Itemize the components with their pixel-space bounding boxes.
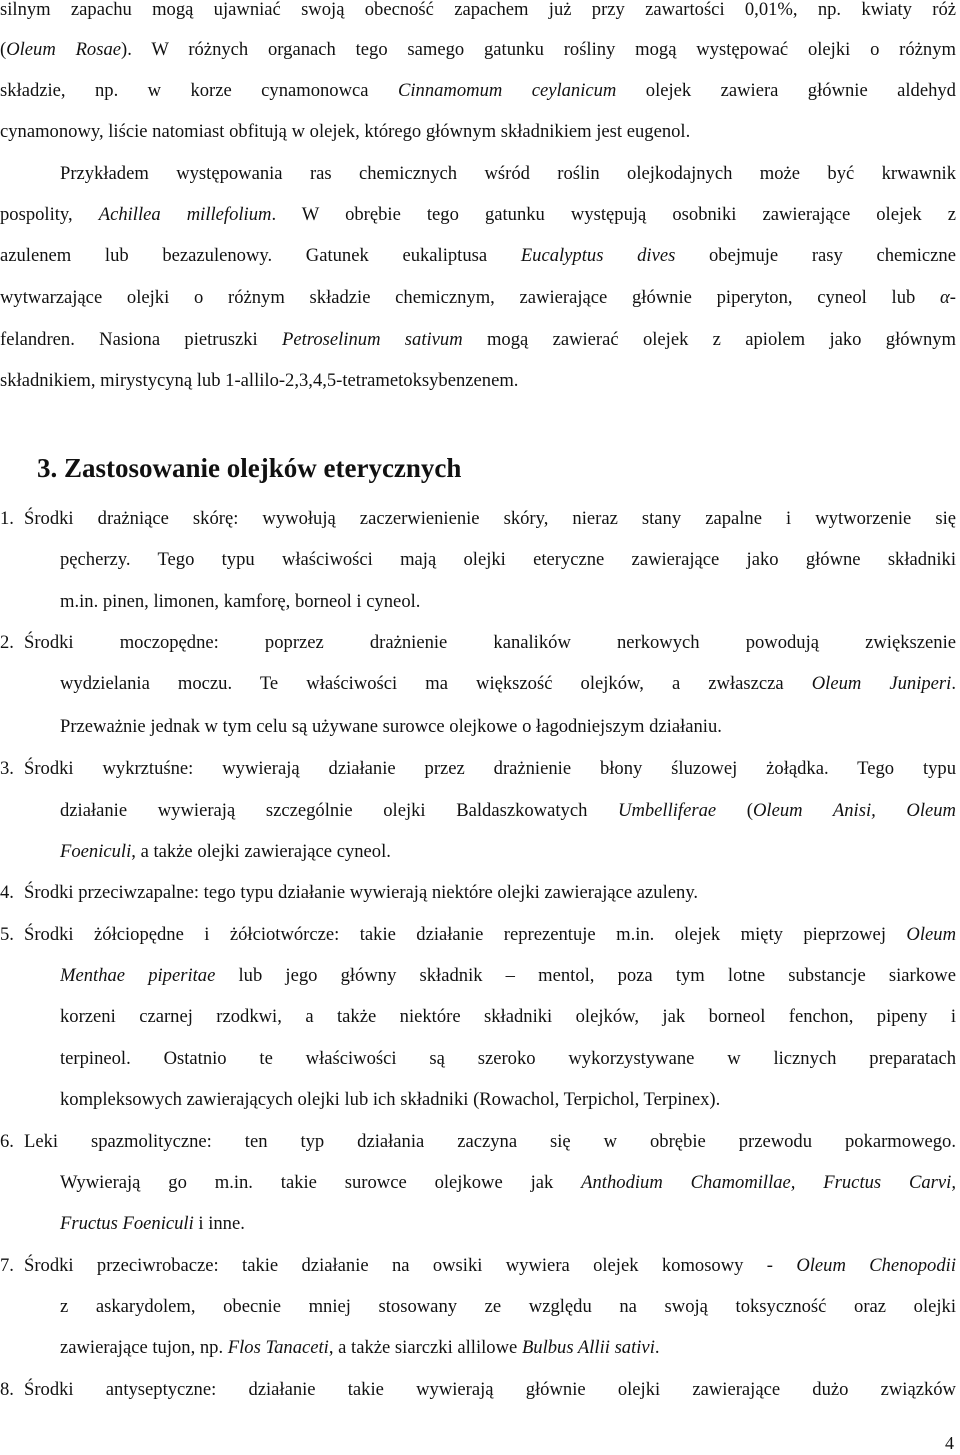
text-run: pęcherzy. Tego typu właściwości mają olejki eteryczne zawierające jako główne składniki — [60, 549, 956, 570]
list-item-line — [24, 923, 956, 947]
list-item-line — [60, 840, 391, 864]
italic-text: Bulbus Allii sativi — [521, 1337, 655, 1358]
text-run: i inne. — [193, 1213, 245, 1234]
list-item-line — [24, 507, 956, 531]
text-run: felandren. Nasiona pietruszki — [0, 329, 283, 350]
text-run: azulenem lub bezazulenowy. Gatunek eukaliptusa — [0, 245, 521, 266]
text-line — [0, 286, 956, 310]
list-item-line — [24, 757, 956, 781]
text-run: cynamonowy, liście natomiast obfitują w olejek, którego głównym składnikiem jest eugenol. — [0, 121, 691, 142]
list-item-number: 4. — [0, 882, 14, 903]
text-run: Środki drażniące skórę: wywołują zaczerwienienie skóry, nieraz stany zapalne i wytworzenie się — [24, 508, 956, 529]
italic-text: Anthodium Chamomillae, Fructus Carvi, — [581, 1172, 956, 1193]
text-line — [0, 244, 956, 268]
list-item-line — [60, 548, 956, 572]
list-item-line — [60, 1336, 660, 1360]
list-item-line — [60, 964, 956, 988]
text-run: . — [654, 1337, 660, 1358]
text-run: wytwarzające olejki o różnym składzie chemicznym, zawierające głównie piperyton, cyneol lub — [0, 287, 941, 308]
list-item-line — [60, 715, 722, 739]
text-line — [0, 120, 690, 144]
list-item-number: 8. — [0, 1379, 14, 1400]
italic-text: Oleum — [906, 924, 956, 945]
list-item-line — [60, 1047, 956, 1071]
text-run: Środki antyseptyczne: działanie takie wywierają głównie olejki zawierające dużo związków — [24, 1379, 956, 1400]
list-item-line — [24, 631, 956, 655]
italic-text: Umbelliferae — [618, 800, 717, 821]
text-run: Środki przeciwrobacze: takie działanie na owsiki wywiera olejek komosowy - — [24, 1255, 797, 1276]
text-run: mogą zawierać olejek z apiolem jako głównym — [462, 329, 956, 350]
italic-text: Flos Tanaceti — [227, 1337, 329, 1358]
italic-text: Foeniculi — [60, 841, 132, 862]
text-line — [0, 328, 956, 352]
text-run: lub jego główny składnik – mentol, poza tym lotne substancje siarkowe — [215, 965, 956, 986]
italic-text: Eucalyptus dives — [520, 245, 676, 266]
list-item-number: 7. — [0, 1255, 14, 1276]
italic-text: Oleum Juniperi — [811, 673, 952, 694]
text-run: Przykładem występowania ras chemicznych wśród roślin olejkodajnych może być krwawnik — [60, 163, 956, 184]
text-run: Środki wykrztuśne: wywierają działanie przez drażnienie błony śluzowej żołądka. Tego typu — [24, 758, 956, 779]
text-run: ). W różnych organach tego samego gatunku rośliny mogą występować olejki o różnym — [121, 39, 956, 60]
italic-text: Petroselinum sativum — [282, 329, 463, 350]
text-run: obejmuje rasy chemiczne — [675, 245, 956, 266]
list-item-line — [24, 1130, 956, 1154]
text-run: silnym zapachu mogą ujawniać swoją obecność zapachem już przy zawartości 0,01%, np. kwiaty róż — [0, 0, 956, 20]
list-item-line — [60, 1088, 720, 1112]
list-item-line — [24, 1378, 956, 1402]
list-item-number: 1. — [0, 508, 14, 529]
list-item-line — [24, 1254, 956, 1278]
list-item-number: 5. — [0, 924, 14, 945]
text-run: Przeważnie jednak w tym celu są używane surowce olejkowe o łagodniejszym działaniu. — [60, 716, 722, 737]
list-item-line — [60, 1212, 245, 1236]
text-run: terpineol. Ostatnio te właściwości są szeroko wykorzystywane w licznych preparatach — [60, 1048, 956, 1069]
text-run: Leki spazmolityczne: ten typ działania zaczyna się w obrębie przewodu pokarmowego. — [24, 1131, 956, 1152]
text-run: składnikiem, mirystycyną lub 1-allilo-2,3,4,5-tetrametoksybenzenem. — [0, 370, 519, 391]
text-run: kompleksowych zawierających olejki lub ich składniki (Rowachol, Terpichol, Terpinex). — [60, 1089, 721, 1110]
text-run: Środki przeciwzapalne: tego typu działanie wywierają niektóre olejki zawierające azuleny. — [24, 882, 699, 903]
list-item-line — [60, 799, 956, 823]
italic-text: Oleum Chenopodii — [796, 1255, 956, 1276]
text-run: . W obrębie tego gatunku występują osobniki zawierające olejek z — [271, 204, 956, 225]
text-run: Środki żółciopędne i żółciotwórcze: takie działanie reprezentuje m.in. olejek mięty pieprzowej — [24, 924, 907, 945]
text-run: Wywierają go m.in. takie surowce olejkowe jak — [60, 1172, 582, 1193]
text-run: olejek zawiera głównie aldehyd — [616, 80, 956, 101]
list-item-line — [60, 1295, 956, 1319]
list-item-line — [60, 590, 420, 614]
text-run: zawierające tujon, np. — [60, 1337, 228, 1358]
text-run: pospolity, — [0, 204, 99, 225]
italic-text: Oleum Anisi, Oleum — [753, 800, 956, 821]
list-item-line — [60, 1005, 956, 1029]
page-number: 4 — [945, 1433, 954, 1453]
list-item-line — [60, 1171, 956, 1195]
list-item-number: 2. — [0, 632, 14, 653]
text-run: Środki moczopędne: poprzez drażnienie kanalików nerkowych powodują zwiększenie — [24, 632, 956, 653]
text-run: z askarydolem, obecnie mniej stosowany ze względu na swoją toksyczność oraz olejki — [60, 1296, 956, 1317]
italic-text: Fructus Foeniculi — [60, 1213, 194, 1234]
text-run: składzie, np. w korze cynamonowca — [0, 80, 398, 101]
list-item-line — [60, 672, 956, 696]
list-item-number: 6. — [0, 1131, 14, 1152]
text-run: , a także olejki zawierające cyneol. — [131, 841, 391, 862]
text-run: m.in. pinen, limonen, kamforę, borneol i cyneol. — [60, 591, 421, 612]
italic-text: Oleum Rosae — [6, 39, 122, 60]
text-run: wydzielania moczu. Te właściwości ma większość olejków, a zwłaszcza — [60, 673, 812, 694]
text-run: ( — [0, 39, 7, 60]
text-line — [60, 162, 956, 186]
text-run: ( — [716, 800, 753, 821]
italic-text: Menthae piperitae — [60, 965, 216, 986]
italic-text: Achillea millefolium — [98, 204, 272, 225]
italic-text: Cinnamomum ceylanicum — [397, 80, 617, 101]
text-line — [0, 79, 956, 103]
list-item-line — [24, 881, 698, 905]
text-line — [0, 369, 518, 393]
text-run: . — [951, 673, 956, 694]
text-run: działanie wywierają szczególnie olejki Baldaszkowatych — [60, 800, 619, 821]
italic-text: α — [940, 287, 950, 308]
text-run: , a także siarczki allilowe — [328, 1337, 522, 1358]
text-run: - — [949, 287, 956, 308]
list-item-number: 3. — [0, 758, 14, 779]
text-run: korzeni czarnej rzodkwi, a także niektóre składniki olejków, jak borneol fenchon, pipeny i — [60, 1006, 956, 1027]
text-line — [0, 0, 956, 22]
text-line — [0, 203, 956, 227]
section-heading: 3. Zastosowanie olejków eterycznych — [37, 453, 462, 483]
text-line — [0, 38, 956, 62]
